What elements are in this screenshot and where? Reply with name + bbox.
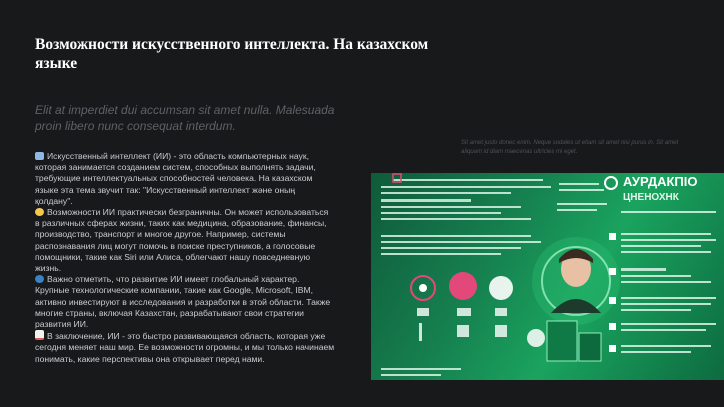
infographic-drawing [371, 173, 724, 380]
paragraph [35, 274, 335, 330]
paragraph [35, 330, 335, 365]
paragraph [35, 151, 335, 207]
ai-infographic-image [371, 173, 724, 380]
paragraph-text: Возможности ИИ практически безграничны. Он может использоваться в различных сферах жизни, таких как медицина, образование, финансы, производство, транспорт и многое другое. Например, системы распознавания лиц могут помочь в поиске преступников, а голосовые помощники, такие как Siri или Алиса, облегчают нашу повседневную жизнь. [35, 207, 329, 274]
chart-icon [35, 330, 44, 340]
image-caption: Sit amet justo donec enim. Neque sodales ut etiam sit amet nisi purus in. Sit amet aliquam id diam maecenas ultricies mi eget. [461, 140, 679, 155]
lightbulb-icon [35, 208, 44, 216]
globe-icon [35, 275, 44, 283]
slide-title: Возможности искусственного интеллекта. На казахском языке [35, 36, 429, 72]
illustration-subheading: ЦНЕНОХНК [623, 192, 679, 203]
paragraph-text: Важно отметить, что развитие ИИ имеет глобальный характер. Крупные технологические компании, такие как Google, Microsoft, IBM, активно инвестируют в исследования и разработки в этой области. Также многие страны, включая Казахстан, разрабатывают свои стратегии развития ИИ. [35, 274, 331, 330]
paragraph-text: В заключение, ИИ - это быстро развивающаяся область, которая уже сегодня меняет наш мир. Ее возможности огромны, и мы только начинаем понимать, какие перспективы она открывает перед нами. [35, 331, 335, 364]
slide-subtitle: Elit at imperdiet dui accumsan sit amet nulla. Malesuada proin libero nunc consequat interdum. [35, 103, 335, 133]
paragraph [35, 207, 335, 274]
illustration-heading: АУРДАКПІО [623, 174, 698, 189]
slide-body [35, 151, 335, 365]
robot-icon [35, 152, 44, 160]
paragraph-text: Искусственный интеллект (ИИ) - это область компьютерных наук, которая занимается созданием систем, способных выполнять задачи, требующие интеллектуальных способностей человека. На казахском языке эта тема звучит так: "Искусственный интеллект және оның қолдану". [35, 151, 316, 206]
